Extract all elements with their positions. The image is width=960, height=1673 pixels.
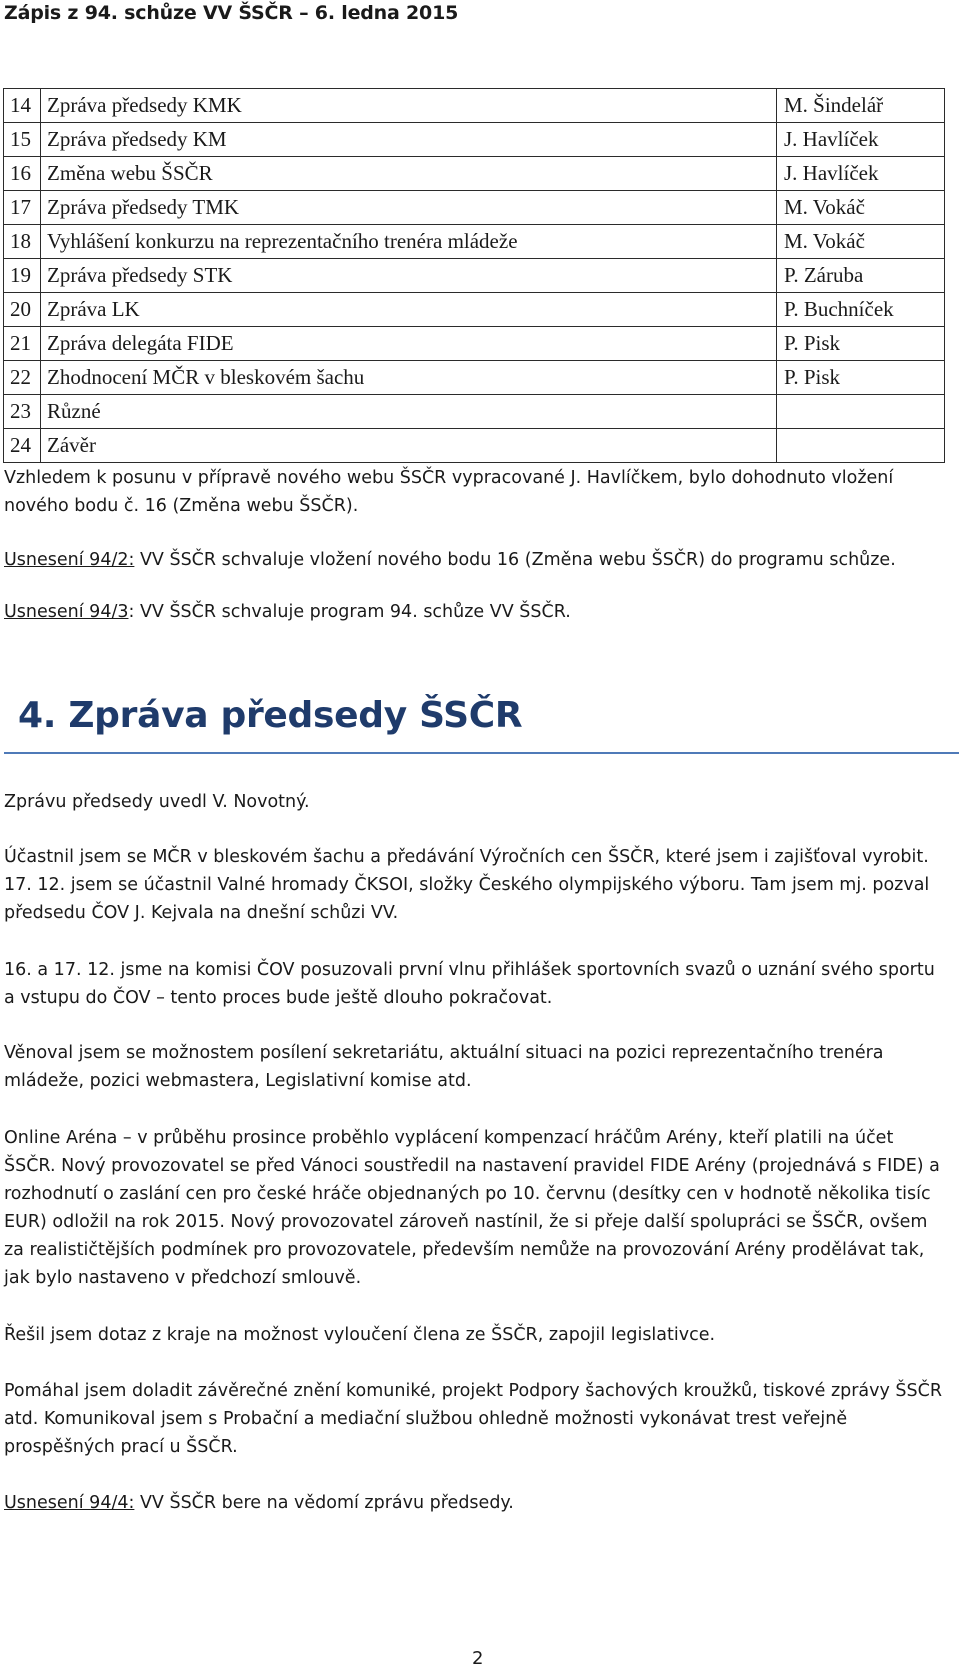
agenda-item-number: 15	[4, 123, 41, 157]
paragraph-new-item-note: Vzhledem k posunu v přípravě nového webu ŠSČR vypracované J. Havlíčkem, bylo dohodnuto vložení nového bodu č. 16 (Změna webu ŠSČR).	[4, 468, 894, 516]
agenda-item-title: Vyhlášení konkurzu na reprezentačního trenéra mládeže	[41, 225, 777, 259]
agenda-item-number: 18	[4, 225, 41, 259]
paragraph-secretariat: Věnoval jsem se možnostem posílení sekretariátu, aktuální situaci na pozici reprezentačního trenéra mládeže, pozici webmastera, Legislativní komise atd.	[4, 1043, 884, 1091]
resolution-label: Usnesení 94/4:	[4, 1493, 135, 1513]
agenda-row	[4, 429, 945, 463]
paragraph-intro: Zprávu předsedy uvedl V. Novotný.	[4, 792, 310, 812]
agenda-item-title: Zpráva předsedy STK	[41, 259, 777, 293]
resolution-label: Usnesení 94/3	[4, 602, 129, 622]
agenda-item-title: Zpráva LK	[41, 293, 777, 327]
agenda-item-number: 17	[4, 191, 41, 225]
agenda-item-responsible: P. Pisk	[777, 361, 945, 395]
resolution-94-4	[4, 1489, 949, 1517]
agenda-row	[4, 395, 945, 429]
resolution-94-3	[4, 598, 949, 626]
agenda-item-number: 16	[4, 157, 41, 191]
resolution-label: Usnesení 94/2:	[4, 550, 135, 570]
agenda-row	[4, 225, 945, 259]
agenda-item-responsible: J. Havlíček	[777, 157, 945, 191]
agenda-item-title: Změna webu ŠSČR	[41, 157, 777, 191]
page-number: 2	[472, 1648, 484, 1669]
paragraph-cov-commission: 16. a 17. 12. jsme na komisi ČOV posuzovali první vlnu přihlášek sportovních svazů o uznání svého sportu a vstupu do ČOV – tento proces bude ještě dlouho pokračovat.	[4, 960, 935, 1008]
resolution-94-2	[4, 546, 949, 574]
agenda-row	[4, 89, 945, 123]
agenda-item-title: Zpráva delegáta FIDE	[41, 327, 777, 361]
document-header: Zápis z 94. schůze VV ŠSČR – 6. ledna 2015	[4, 2, 459, 24]
agenda-item-responsible	[777, 395, 945, 429]
agenda-row	[4, 259, 945, 293]
agenda-item-responsible: P. Záruba	[777, 259, 945, 293]
agenda-row	[4, 191, 945, 225]
agenda-table-body	[4, 89, 945, 463]
agenda-item-number: 23	[4, 395, 41, 429]
agenda-item-title: Zpráva předsedy KM	[41, 123, 777, 157]
agenda-item-responsible: P. Buchníček	[777, 293, 945, 327]
agenda-item-number: 19	[4, 259, 41, 293]
agenda-item-number: 21	[4, 327, 41, 361]
agenda-item-title: Závěr	[41, 429, 777, 463]
agenda-row	[4, 157, 945, 191]
paragraph-events: Účastnil jsem se MČR v bleskovém šachu a předávání Výročních cen ŠSČR, které jsem i zajišťoval vyrobit. 17. 12. jsem se účastnil Valné hromady ČKSOI, složky Českého olympijského výboru. Tam jsem mj. pozval předsedu ČOV J. Kejvala na dnešní schůzi VV.	[4, 847, 930, 923]
agenda-item-title: Zpráva předsedy KMK	[41, 89, 777, 123]
agenda-row	[4, 327, 945, 361]
agenda-item-number: 14	[4, 89, 41, 123]
resolution-text: VV ŠSČR bere na vědomí zprávu předsedy.	[134, 1493, 514, 1513]
agenda-item-title: Zpráva předsedy TMK	[41, 191, 777, 225]
agenda-table	[3, 88, 945, 463]
resolution-text: VV ŠSČR schvaluje vložení nového bodu 16 (Změna webu ŠSČR) do programu schůze.	[134, 550, 896, 570]
paragraph-membership-query: Řešil jsem dotaz z kraje na možnost vyloučení člena ze ŠSČR, zapojil legislativce.	[4, 1325, 716, 1345]
agenda-item-responsible: M. Vokáč	[777, 225, 945, 259]
agenda-item-responsible: P. Pisk	[777, 327, 945, 361]
agenda-item-responsible: M. Šindelář	[777, 89, 945, 123]
paragraph-online-arena: Online Aréna – v průběhu prosince proběhlo vyplácení kompenzací hráčům Arény, kteří platili na účet ŠSČR. Nový provozovatel se před Vánoci soustředil na nastavení pravidel FIDE Arény (projednává s FIDE) a rozhodnutí o zaslání cen pro české hráče objednaných po 10. červnu (desítky cen v hodnotě několika tisíc EUR) odložil na rok 2015. Nový provozovatel zároveň nastínil, že si přeje další spolupráci se ŠSČR, ovšem za realističtějších podmínek pro provozovatele, především nemůže na provozování Arény prodělávat tak, jak bylo nastaveno v předchozí smlouvě.	[4, 1128, 940, 1288]
agenda-item-responsible: J. Havlíček	[777, 123, 945, 157]
agenda-item-responsible	[777, 429, 945, 463]
heading-underline	[4, 752, 959, 754]
agenda-item-title: Zhodnocení MČR v bleskovém šachu	[41, 361, 777, 395]
agenda-item-number: 20	[4, 293, 41, 327]
agenda-item-responsible: M. Vokáč	[777, 191, 945, 225]
agenda-item-number: 24	[4, 429, 41, 463]
agenda-row	[4, 123, 945, 157]
agenda-row	[4, 293, 945, 327]
agenda-item-title: Různé	[41, 395, 777, 429]
resolution-text: : VV ŠSČR schvaluje program 94. schůze VV ŠSČR.	[128, 602, 571, 622]
agenda-item-number: 22	[4, 361, 41, 395]
agenda-row	[4, 361, 945, 395]
paragraph-communications: Pomáhal jsem doladit závěrečné znění komuniké, projekt Podpory šachových kroužků, tiskové zprávy ŠSČR atd. Komunikoval jsem s Probační a mediační službou ohledně možnosti vykonávat trest veřejně prospěšných prací u ŠSČR.	[4, 1381, 943, 1457]
section-heading: 4. Zpráva předsedy ŠSČR	[18, 695, 523, 736]
